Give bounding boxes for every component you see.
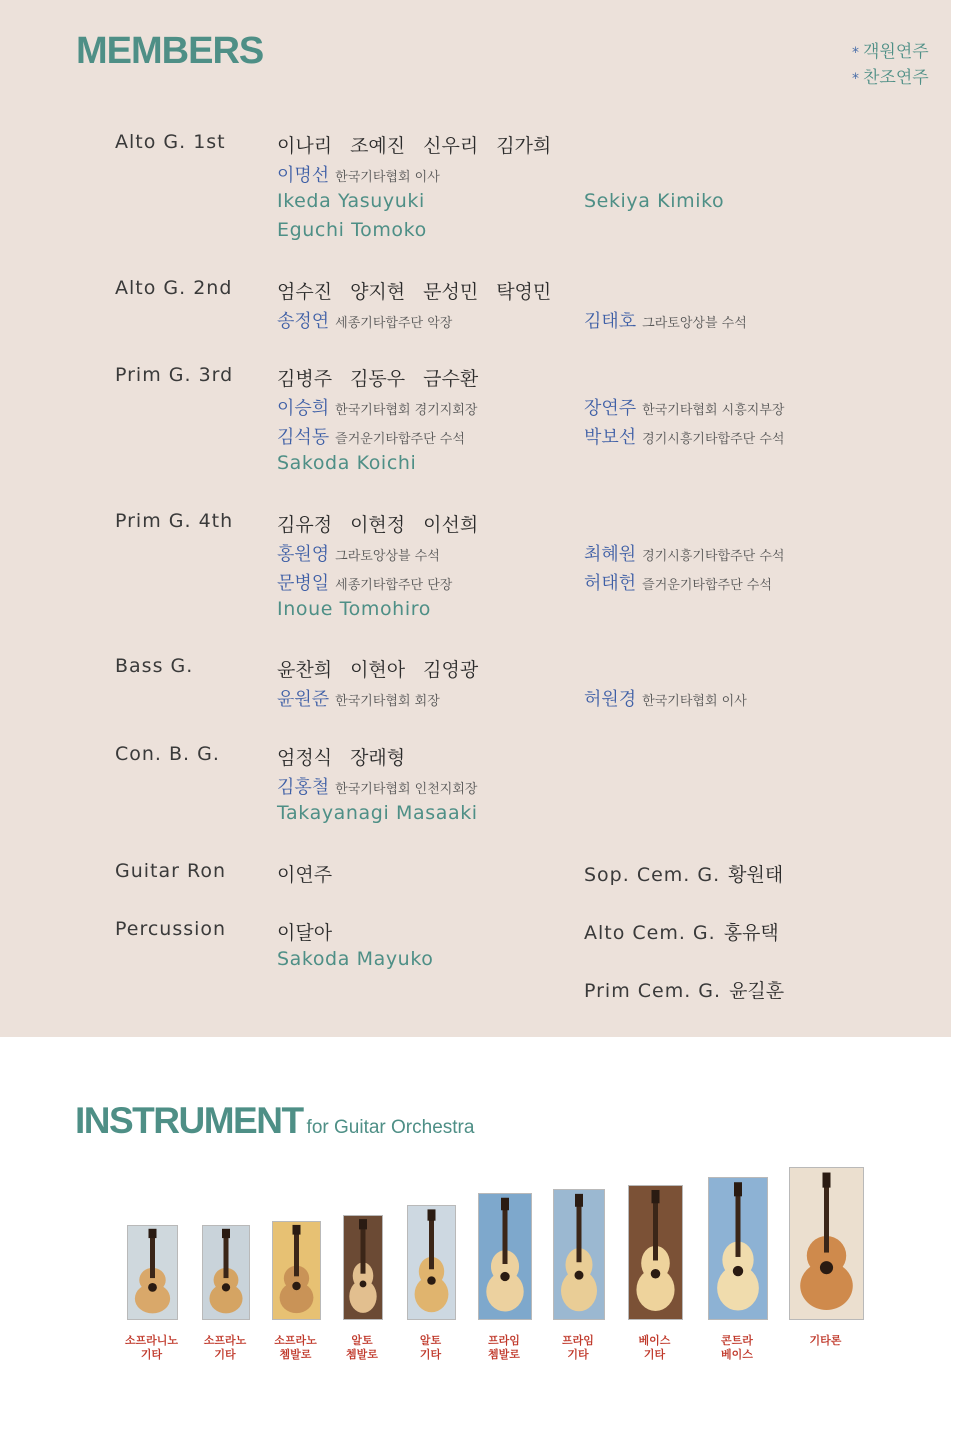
legend-label: 객원연주: [863, 42, 929, 62]
guest-role: 경기시흥기타합주단 수석: [642, 549, 785, 564]
part-label: Prim G. 4th: [115, 510, 234, 532]
cembalo-part: Alto Cem. G.: [584, 922, 716, 944]
guitarron-icon: [789, 1167, 864, 1320]
guest-member: [584, 569, 772, 595]
member-name: 이달아: [277, 922, 333, 944]
member-name: 이선희: [423, 514, 479, 536]
guest-name: 허태헌: [584, 573, 637, 594]
guest-member: [584, 685, 747, 711]
support-member: Eguchi Tomoko: [277, 219, 427, 241]
regular-members: [277, 277, 569, 304]
guest-role: 즐거운기타합주단 수석: [335, 432, 465, 447]
guest-role: 그라토앙상블 수석: [335, 549, 440, 564]
asterisk-icon: *: [852, 45, 859, 61]
member-name: 탁영민: [496, 281, 552, 303]
guest-member: [277, 161, 440, 187]
part-label: Guitar Ron: [115, 860, 227, 882]
member-name: 금수환: [423, 368, 479, 390]
instrument-label: 기타론: [809, 1334, 842, 1347]
member-name: 양지현: [350, 281, 406, 303]
guest-member: [584, 307, 747, 333]
part-label: Percussion: [115, 918, 227, 940]
guitar-icon: [478, 1193, 532, 1320]
guest-name: 김석동: [277, 427, 330, 448]
legend-label: 찬조연주: [863, 68, 929, 88]
support-member: Takayanagi Masaaki: [277, 802, 478, 824]
alto-cembalo-icon: [343, 1215, 383, 1320]
guest-member: [584, 423, 784, 449]
member-name: 문성민: [423, 281, 479, 303]
guest-name: 최혜원: [584, 544, 637, 565]
member-name: 이연주: [277, 864, 333, 886]
cembalo-member: [584, 860, 783, 887]
member-name: 엄수진: [277, 281, 333, 303]
guest-role: 한국기타협회 인천지회장: [335, 782, 478, 797]
regular-members: [277, 131, 569, 158]
guitar-icon: [708, 1177, 768, 1320]
instrument-label: 소프라노 기타: [203, 1334, 247, 1361]
guest-name: 김태호: [584, 311, 637, 332]
member-name: 신우리: [423, 135, 479, 157]
support-member: Ikeda Yasuyuki: [277, 190, 425, 212]
part-label: Con. B. G.: [115, 743, 220, 765]
part-label: Alto G. 2nd: [115, 277, 233, 299]
guest-name: 박보선: [584, 427, 637, 448]
guest-name: 이명선: [277, 165, 330, 186]
guest-member: [584, 394, 784, 420]
instrument-label: 프라임 쳄발로: [488, 1334, 520, 1361]
instrument-title: [75, 1100, 474, 1142]
members-title: MEMBERS: [76, 30, 264, 72]
instrument-heading: INSTRUMENT: [75, 1100, 303, 1141]
guest-member: [277, 394, 477, 420]
guest-role: 그라토앙상블 수석: [642, 316, 747, 331]
guest-member: [277, 773, 477, 799]
regular-members: [277, 364, 496, 391]
guest-member: [584, 540, 784, 566]
soprano-mandolin-icon: [127, 1225, 178, 1320]
guest-role: 한국기타협회 이사: [642, 694, 747, 709]
support-member: Sakoda Mayuko: [277, 948, 434, 970]
guest-role: 한국기타협회 시흥지부장: [642, 403, 785, 418]
member-name: 이현정: [350, 514, 406, 536]
guest-member: [277, 685, 440, 711]
member-name: 이나리: [277, 135, 333, 157]
guest-member: [277, 540, 440, 566]
instrument-label: 프라임 기타: [562, 1334, 594, 1361]
instrument-label: 알토 기타: [419, 1334, 442, 1361]
member-name: 이현아: [350, 659, 406, 681]
cembalo-part: Sop. Cem. G.: [584, 864, 721, 886]
cembalo-name: 윤길훈: [729, 980, 785, 1002]
guest-member: [277, 569, 452, 595]
guest-role: 한국기타협회 회장: [335, 694, 440, 709]
member-name: 김유정: [277, 514, 333, 536]
guest-name: 홍원영: [277, 544, 330, 565]
regular-members: [277, 655, 496, 682]
cembalo-member: [584, 976, 784, 1003]
guest-role: 한국기타협회 이사: [335, 170, 440, 185]
guest-name: 송정연: [277, 311, 330, 332]
legend-item-guest: [852, 40, 929, 66]
bandurria-icon: [272, 1221, 321, 1320]
member-name: 장래형: [350, 747, 406, 769]
guest-name: 윤원준: [277, 689, 330, 710]
part-label: Prim G. 3rd: [115, 364, 234, 386]
guest-role: 경기시흥기타합주단 수석: [642, 432, 785, 447]
support-member: Sakoda Koichi: [277, 452, 417, 474]
cembalo-name: 황원태: [728, 864, 784, 886]
cembalo-name: 홍유택: [723, 922, 779, 944]
guitar-icon: [553, 1189, 605, 1320]
legend: [852, 40, 929, 92]
guest-name: 허원경: [584, 689, 637, 710]
support-member: Sekiya Kimiko: [584, 190, 725, 212]
member-name: 김동우: [350, 368, 406, 390]
member-name: 김병주: [277, 368, 333, 390]
guest-name: 장연주: [584, 398, 637, 419]
instrument-label: 알토 쳄발로: [346, 1334, 378, 1361]
guest-role: 한국기타협회 경기지회장: [335, 403, 478, 418]
soprano-mandolin-icon: [202, 1225, 250, 1320]
guest-member: [277, 307, 452, 333]
part-label: Bass G.: [115, 655, 194, 677]
part-label: Alto G. 1st: [115, 131, 226, 153]
member-name: 윤찬희: [277, 659, 333, 681]
member-name: 김영광: [423, 659, 479, 681]
member-name: 김가희: [496, 135, 552, 157]
asterisk-icon: *: [852, 71, 859, 87]
instrument-label: 베이스 기타: [638, 1334, 671, 1361]
guest-name: 김홍철: [277, 777, 330, 798]
regular-members: [277, 510, 496, 537]
member-name: 엄정식: [277, 747, 333, 769]
regular-members: [277, 743, 423, 770]
guest-role: 즐거운기타합주단 수석: [642, 578, 772, 593]
instrument-label: 소프라니노 기타: [124, 1334, 179, 1361]
guest-role: 세종기타합주단 단장: [335, 578, 453, 593]
guest-name: 문병일: [277, 573, 330, 594]
legend-item-support: [852, 66, 929, 92]
instrument-label: 소프라노 쳄발로: [274, 1334, 317, 1361]
member-name: 조예진: [350, 135, 406, 157]
guest-role: 세종기타합주단 악장: [335, 316, 453, 331]
cembalo-member: [584, 918, 779, 945]
guitar-icon: [628, 1185, 683, 1320]
guest-name: 이승희: [277, 398, 330, 419]
instrument-subtitle: for Guitar Orchestra: [306, 1117, 475, 1138]
cembalo-part: Prim Cem. G.: [584, 980, 722, 1002]
guest-member: [277, 423, 465, 449]
guitar-icon: [407, 1205, 456, 1320]
instrument-label: 콘트라 베이스: [721, 1334, 753, 1361]
support-member: Inoue Tomohiro: [277, 598, 431, 620]
